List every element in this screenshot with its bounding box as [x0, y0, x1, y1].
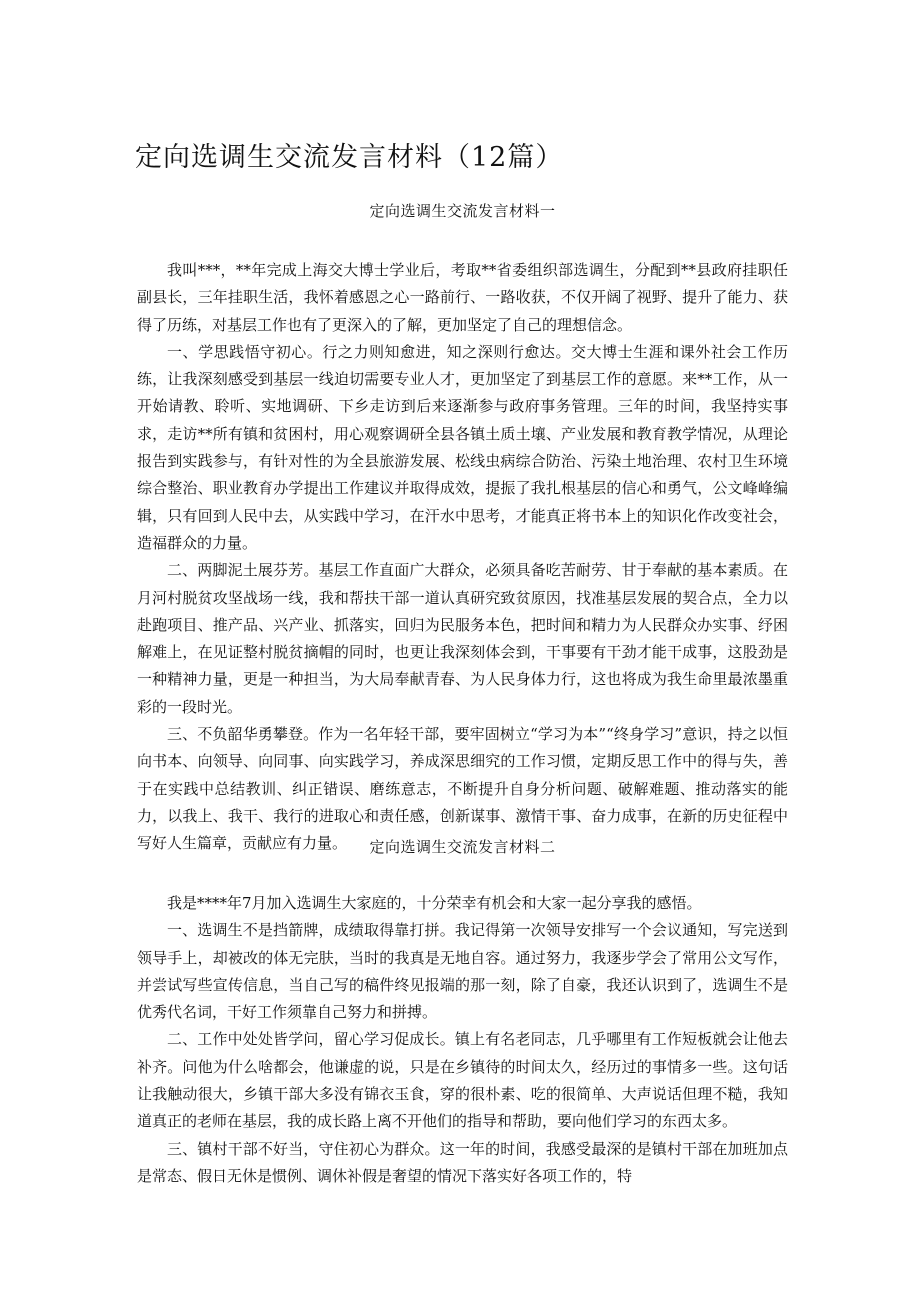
paragraph: 一、选调生不是挡箭牌，成绩取得靠打拼。我记得第一次领导安排写一个会议通知，写完送到领导手上，却被改的体无完肤，当时的我真是无地自容。通过努力，我逐步学会了常用公文写作，并尝试写些宣传信息，当自己写的稿件终见报端的那一刻，除了自豪，我还认识到了，选调生不是优秀代名词，干好工作须靠自己努力和拼搏。	[137, 921, 788, 1022]
paragraph: 一、学思践悟守初心。行之力则知愈进，知之深则行愈达。交大博士生涯和课外社会工作历练，让我深刻感受到基层一线迫切需要专业人才，更加坚定了到基层工作的意愿。来**工作，从一开始请教、聆听、实地调研、下乡走访到后来逐渐参与政府事务管理。三年的时间，我坚持实事求，走访**所有镇和贫困村，用心观察调研全县各镇土质土壤、产业发展和教育教学情况，从理论报告到实践参与，有针对性的为全县旅游发展、松线虫病综合防治、污染土地治理、农村卫生环境综合整治、职业教育办学提出工作建议并取得成效，提振了我扎根基层的信心和勇气，公文峰峰编辑，只有回到人民中去，从实践中学习，在汗水中思考，才能真正将书本上的知识化作改变社会，造福群众的力量。	[137, 342, 788, 552]
paragraph: 二、工作中处处皆学问，留心学习促成长。镇上有名老同志，几乎哪里有工作短板就会让他去补齐。问他为什么啥都会，他谦虚的说，只是在乡镇待的时间太久，经历过的事情多一些。这句话让我触动很大，乡镇干部大多没有锦衣玉食，穿的很朴素、吃的很简单、大声说话但理不糙，我知道真正的老师在基层，我的成长路上离不开他们的指导和帮助，要向他们学习的东西太多。	[137, 1030, 788, 1131]
paragraph: 三、不负韶华勇攀登。作为一名年轻干部，要牢固树立“学习为本”“终身学习”意识，持之以恒向书本、向领导、向同事、向实践学习，养成深思细究的工作习惯，定期反思工作中的得与失，善于在实践中总结教训、纠正错误、磨练意志，不断提升自身分析问题、破解难题、推动落实的能力，以我上、我干、我行的进取心和责任感，创新谋事、激情干事、奋力成事，在新的历史征程中写好人生篇章，贡献应有力量。	[137, 725, 788, 853]
section-2	[137, 836, 788, 1190]
section-heading: 定向选调生交流发言材料一	[369, 202, 556, 220]
paragraph: 我是****年7月加入选调生大家庭的，十分荣幸有机会和大家一起分享我的感悟。	[167, 894, 702, 912]
document-title: 定向选调生交流发言材料（12篇）	[135, 142, 564, 173]
paragraph: 我叫***，**年完成上海交大博士学业后，考取**省委组织部选调生，分配到**县政府挂职任副县长，三年挂职生活，我怀着感恩之心一路前行、一路收获，不仅开阔了视野、提升了能力、获得了历练，对基层工作也有了更深入的了解，更加坚定了自己的理想信念。	[137, 261, 788, 334]
section-body	[137, 890, 788, 1190]
section-1	[137, 200, 788, 858]
section-body	[137, 257, 788, 858]
paragraph: 二、两脚泥土展芬芳。基层工作直面广大群众，必须具备吃苦耐劳、甘于奉献的基本素质。在月河村脱贫攻坚战场一线，我和帮扶干部一道认真研究致贫原因，找准基层发展的契合点，全力以赴跑项目、推产品、兴产业、抓落实，回归为民服务本色，把时间和精力为人民群众办实事、纾困解难上，在见证整村脱贫摘帽的同时，也更让我深刻体会到，干事要有干劲才能干成事，这股劲是一种精神力量，更是一种担当，为大局奉献青春、为人民身体力行，这也将成为我生命里最浓墨重彩的一段时光。	[137, 561, 788, 716]
section-heading: 定向选调生交流发言材料二	[369, 838, 556, 856]
paragraph: 三、镇村干部不好当，守住初心为群众。这一年的时间，我感受最深的是镇村干部在加班加点是常态、假日无休是惯例、调休补假是奢望的情况下落实好各项工作的，特	[137, 1139, 788, 1185]
